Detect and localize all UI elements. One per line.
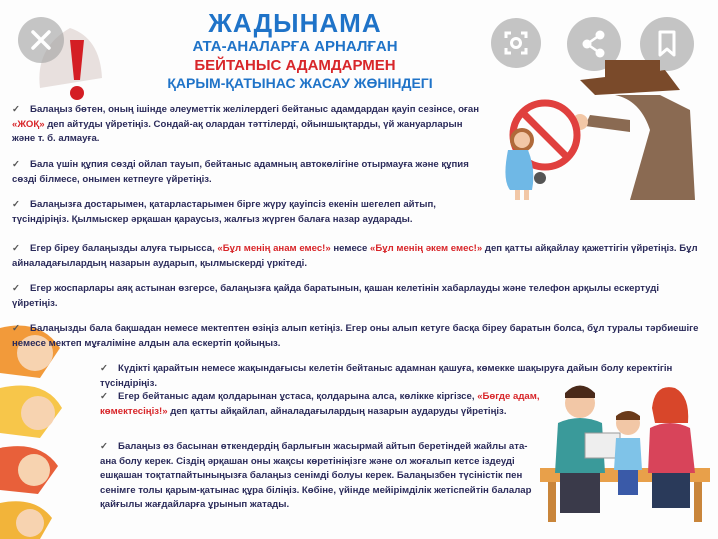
close-button[interactable] [18,17,64,63]
tip-paragraph-4: ✓ Егер біреу балаңызды алуға тырысса, «Бұл менің анам емес!» немесе «Бұл менің әкем емес!» деп қатты айқайлау қажеттігін үйретіңіз. Бұл айналадағылардың назарын аударып, қылмыскерді үркітеді. [12,243,698,269]
check-icon: ✓ [12,243,21,254]
stranger-illustration [480,60,700,210]
close-icon [18,17,64,63]
check-icon: ✓ [12,323,21,334]
poster-title: ЖАДЫНАМА [208,8,382,38]
tip-paragraph-8: ✓ Егер бейтаныс адам қолдарынан ұстаса, қолдарына алса, көлікке кіргізсе, «Бөгде адам, көмектесіңіз!» деп қатты айқайлап, айналадағылардың назарын аударуды үйретіңіз. [100,391,540,417]
tip-paragraph-7: ✓ Күдікті қарайтын немесе жақындағысы келетін бейтаныс адамнан қашуға, көмекке шақыруға дайын болу керектігін түсіндіріңіз. [100,363,673,389]
family-illustration [540,378,710,533]
poster-subtitle-blue: ҚАРЫМ-ҚАТЫНАС ЖАСАУ ЖӨНІНДЕГІ [167,75,433,91]
tip-paragraph-1: ✓ Балаңыз бөтен, оның ішінде әлеуметтік желілердегі бейтаныс адамдардан қауіп сезінсе, оған «ЖОҚ» деп айтуды үйретіңіз. Сондай-ақ олардан тәттілерді, ойыншықтарды, үй жануарларын және т. б. алмауға. [12,104,480,144]
tip-paragraph-5: ✓ Егер жоспарлары аяқ астынан өзгерсе, балаңызға қайда баратынын, қашан келетінін хабарлауды және телефон арқылы ескертуді үйретіңіз. [12,283,660,309]
poster-subtitle: АТА-АНАЛАРҒА АРНАЛҒАН [192,38,398,55]
check-icon: ✓ [12,159,21,170]
check-icon: ✓ [12,199,21,210]
tip-paragraph-2: ✓ Бала үшін құпия сөзді ойлап тауып, бейтаныс адамның автокөлігіне отырмауға және құпия сөзді білмесе, онымен кетпеуге үйретіңіз. [12,159,469,185]
tip-paragraph-6: ✓ Балаңызды бала бақшадан немесе мектептен өзіңіз алып кетіңіз. Егер оны алып кетуге басқа біреу баратын болса, бұл туралы тәрбиешіге немесе мектеп мұғаліміне алдын ала ескертіп қойыңыз. [12,323,699,349]
check-icon: ✓ [100,391,109,402]
check-icon: ✓ [12,104,21,115]
tip-paragraph-3: ✓ Балаңызға достарымен, қатарластарымен бірге жүру қауіпсіз екенін шегелеп айтып, түсіндіріңіз. Қылмыскер әрқашан қараусыз, жалғыз жүрген балаға назар аударады. [12,199,436,225]
check-icon: ✓ [100,441,109,452]
check-icon: ✓ [12,283,21,294]
poster-subtitle-red: БЕЙТАНЫС АДАМДАРМЕН [194,57,396,74]
tip-paragraph-9: ✓ Балаңыз өз басынан өткендердің барлығын жасырмай айтып беретіндей жайлы ата-ана болу керек. Сіздің әрқашан оны жақсы көретініңізге және ол жоғалып кетсе іздеуді ешқашан тоқтатпайтыныңызға балаңыз сенімді болуы керек. Балаңызбен түсіністік пен сенімге толы қарым-қатынас құра біліңіз. Көбіне, үйінде мейірімділік жетіспейтін балалар қайғылы жағдайларға ұрынып жатады. [100,441,532,510]
check-icon: ✓ [100,363,109,374]
children-illustration [0,318,80,539]
